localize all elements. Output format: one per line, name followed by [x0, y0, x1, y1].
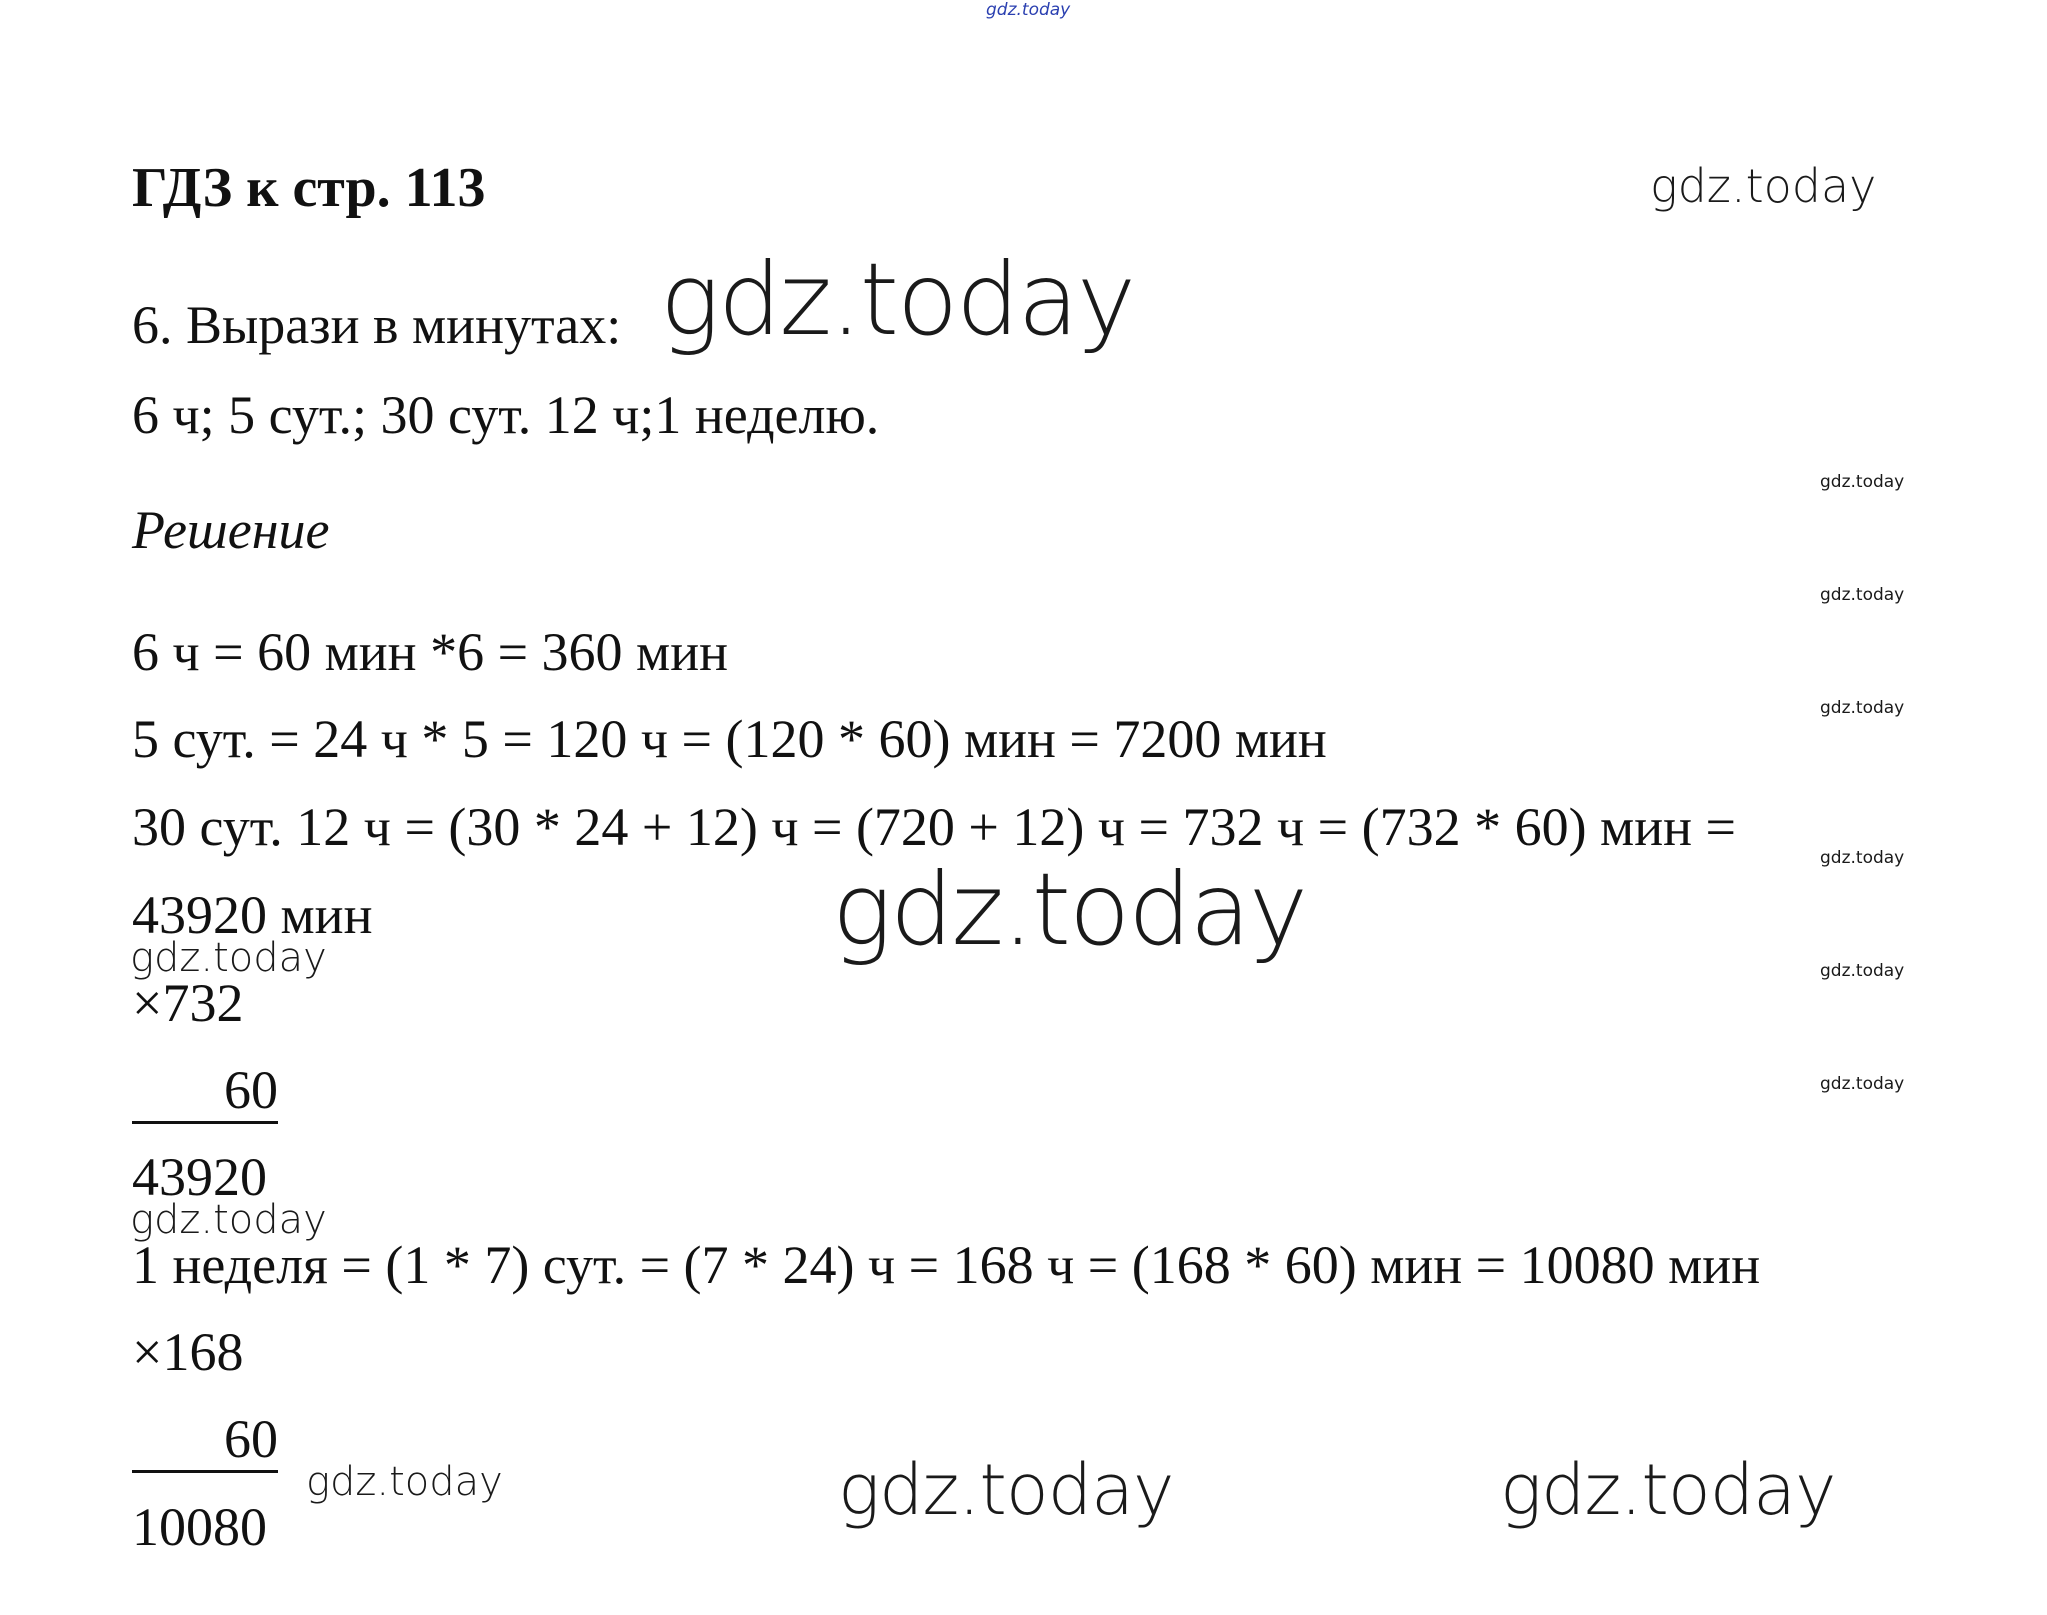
watermark-small-6: gdz.today	[1820, 1074, 1905, 1094]
calc2-multiplicand: ×168	[132, 1322, 244, 1382]
solution-label: Решение	[132, 500, 330, 560]
calc1-result: 43920	[132, 1147, 267, 1207]
solution-line-1: 6 ч = 60 мин *6 = 360 мин	[132, 622, 729, 682]
solution-line-4: 43920 мин	[132, 885, 373, 945]
page-title: ГДЗ к стр. 113	[132, 157, 486, 219]
watermark-medium-2: gdz.today	[130, 1197, 327, 1243]
solution-line-2: 5 сут. = 24 ч * 5 = 120 ч = (120 * 60) мин = 7200 мин	[132, 709, 1327, 769]
watermark-medium-3: gdz.today	[306, 1459, 503, 1505]
watermark-medium-1: gdz.today	[130, 935, 327, 981]
task-heading: 6. Вырази в минутах:	[132, 295, 622, 355]
calc2-result: 10080	[132, 1497, 267, 1557]
watermark-large-2: gdz.today	[832, 851, 1307, 968]
calc1-multiplier: 60	[132, 1063, 278, 1124]
solution-line-5: 1 неделя = (1 * 7) сут. = (7 * 24) ч = 168 ч = (168 * 60) мин = 10080 мин	[132, 1235, 1761, 1295]
watermark-small-3: gdz.today	[1820, 698, 1905, 718]
watermark-top: gdz.today	[986, 0, 1071, 20]
calc2-multiplier: 60	[132, 1412, 278, 1473]
watermark-header: gdz.today	[1650, 159, 1877, 213]
watermark-small-4: gdz.today	[1820, 848, 1905, 868]
watermark-small-5: gdz.today	[1820, 961, 1905, 981]
solution-line-3: 30 сут. 12 ч = (30 * 24 + 12) ч = (720 + 12) ч = 732 ч = (732 * 60) мин =	[132, 797, 1736, 857]
calc1-multiplicand: ×732	[132, 973, 244, 1033]
watermark-small-2: gdz.today	[1820, 585, 1905, 605]
watermark-bottom-center: gdz.today	[838, 1449, 1174, 1531]
watermark-bottom-right: gdz.today	[1500, 1449, 1836, 1531]
watermark-small-1: gdz.today	[1820, 472, 1905, 492]
watermark-large-1: gdz.today	[660, 241, 1135, 358]
task-items: 6 ч; 5 сут.; 30 сут. 12 ч;1 неделю.	[132, 385, 880, 445]
